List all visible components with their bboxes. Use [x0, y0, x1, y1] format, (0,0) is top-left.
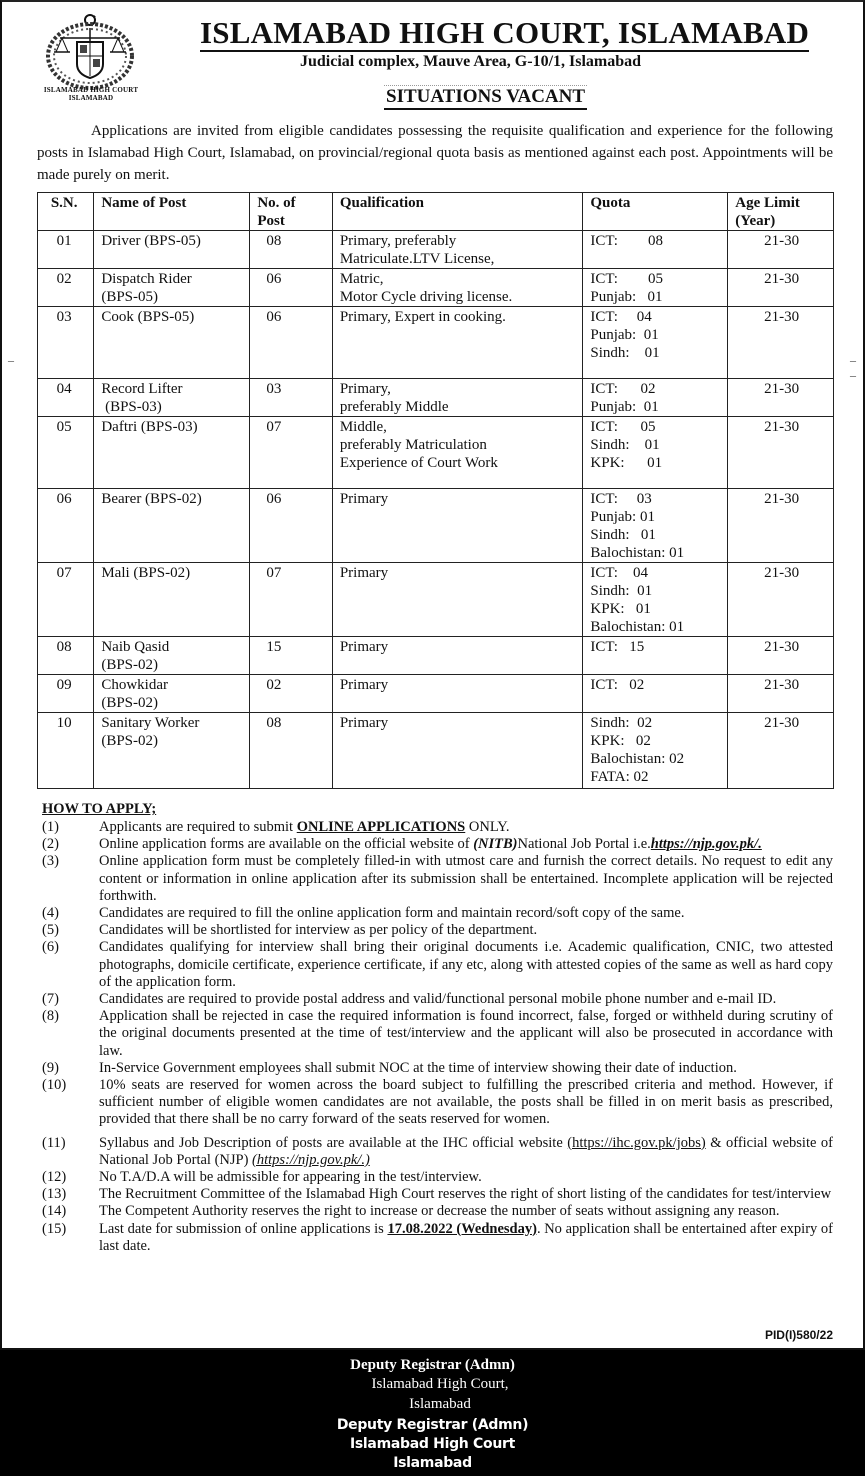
list-item: (5) Candidates will be shortlisted for interview as per policy of the department. — [42, 922, 538, 939]
list-item: (4) Candidates are required to fill the online application form and maintain record/soft copy of the same. — [42, 905, 685, 922]
list-item: (8) Application shall be rejected in case the required information is found incorrect, false, forged or withheld during scrutiny of the original documents presented at the time of test/interview and the applicant will also be prosecuted in accordance with law. — [42, 1008, 833, 1059]
cell-sn: 04 — [38, 379, 94, 417]
cell-quota: ICT: 03 Punjab: 01 Sindh: 01 Balochistan: 01 — [583, 489, 728, 563]
signatory-org-repeat: Islamabad High Court — [349, 1436, 516, 1452]
column-header-sn: S.N. — [38, 193, 94, 231]
column-header-qualification: Qualification — [332, 193, 583, 231]
list-item: (11) Syllabus and Job Description of posts are available at the IHC official website (https://ihc.gov.pk/jobs) & official website of National Job Portal (NJP) (https://njp.gov.pk/.) — [42, 1134, 833, 1168]
cell-age-limit: 21-30 — [728, 563, 834, 637]
cell-post-name: Dispatch Rider (BPS-05) — [94, 269, 250, 307]
page-title: ISLAMABAD HIGH COURT, ISLAMABAD — [200, 15, 810, 50]
list-item: (15) Last date for submission of online applications is 17.08.2022 (Wednesday). No application shall be entertained after expiry of last date. — [42, 1220, 833, 1254]
table-row — [38, 307, 834, 379]
list-item: (3) Online application form must be completely filled-in with utmost care and furnish the correct details. No request to edit any content or information in online application after its submission shall be entertained. Incomplete application will be rejected forthwith. — [42, 853, 833, 904]
njp-link[interactable]: (https://njp.gov.pk/.) — [252, 1151, 370, 1168]
list-item: (13) The Recruitment Committee of the Islamabad High Court reserves the right of short listing of the candidates for test/interview — [42, 1186, 832, 1203]
cell-quota: ICT: 02 Punjab: 01 — [583, 379, 728, 417]
cell-qualification: Primary — [332, 563, 583, 637]
cell-sn: 01 — [38, 231, 94, 269]
column-header-age-limit: Age Limit (Year) — [728, 193, 834, 231]
cell-sn: 05 — [38, 417, 94, 489]
cell-sn: 10 — [38, 713, 94, 789]
table-row — [38, 417, 834, 489]
list-item: (14) The Competent Authority reserves the right to increase or decrease the number of seats without assigning any reason. — [42, 1203, 780, 1220]
signatory-city: Islamabad — [409, 1396, 471, 1412]
cell-age-limit: 21-30 — [728, 713, 834, 789]
cell-qualification: Matric, Motor Cycle driving license. — [332, 269, 583, 307]
cell-sn: 09 — [38, 675, 94, 713]
cell-post-name: Daftri (BPS-03) — [94, 417, 250, 489]
pid-number: PID(I)580/22 — [764, 1328, 833, 1342]
list-item: (9) In-Service Government employees shall submit NOC at the time of interview showing their date of induction. — [42, 1059, 737, 1076]
cell-quota: ICT: 05 Sindh: 01 KPK: 01 — [583, 417, 728, 489]
court-address: Judicial complex, Mauve Area, G-10/1, Islamabad — [300, 53, 642, 70]
cell-qualification: Primary — [332, 713, 583, 789]
cell-post-name: Bearer (BPS-02) — [94, 489, 250, 563]
cell-sn: 07 — [38, 563, 94, 637]
cell-age-limit: 21-30 — [728, 379, 834, 417]
cell-no-of-post: 02 — [250, 675, 333, 713]
cell-no-of-post: 07 — [250, 563, 333, 637]
cell-qualification: Middle, preferably Matriculation Experience of Court Work — [332, 417, 583, 489]
cell-quota: ICT: 05 Punjab: 01 — [583, 269, 728, 307]
signatory-org: Islamabad High Court, — [371, 1376, 509, 1392]
scan-artifact: – — [8, 353, 14, 367]
list-item: (10) 10% seats are reserved for women across the board subject to fulfilling the prescribed criteria and method. However, if sufficient number of eligible women candidates are not available, the posts shall be filled in on merit basis as prescribed, provided that there shall be no carry forward of the seats reserved for women. — [42, 1077, 833, 1128]
cell-no-of-post: 06 — [250, 489, 333, 563]
instructions-list — [42, 819, 833, 1255]
njp-link[interactable]: https://njp.gov.pk/. — [650, 836, 762, 853]
cell-quota: ICT: 02 — [583, 675, 728, 713]
cell-qualification: Primary, preferably Matriculate.LTV License, — [332, 231, 583, 269]
cell-age-limit: 21-30 — [728, 307, 834, 379]
cell-post-name: Naib Qasid (BPS-02) — [94, 637, 250, 675]
cell-sn: 08 — [38, 637, 94, 675]
cell-age-limit: 21-30 — [728, 231, 834, 269]
ihc-jobs-link[interactable]: (https://ihc.gov.pk/jobs) — [567, 1134, 706, 1151]
cell-post-name: Record Lifter (BPS-03) — [94, 379, 250, 417]
table-row — [38, 637, 834, 675]
table-row — [38, 563, 834, 637]
list-item: (2) Online application forms are available on the official website of (NITB)National Job Portal i.e.https://njp.gov.pk/. — [42, 836, 762, 853]
cell-post-name: Sanitary Worker (BPS-02) — [94, 713, 250, 789]
column-header-name: Name of Post — [94, 193, 250, 231]
table-row — [38, 379, 834, 417]
list-item: (12) No T.A/D.A will be admissible for appearing in the test/interview. — [42, 1169, 482, 1186]
cell-no-of-post: 07 — [250, 417, 333, 489]
cell-qualification: Primary — [332, 637, 583, 675]
cell-sn: 06 — [38, 489, 94, 563]
cell-age-limit: 21-30 — [728, 417, 834, 489]
cell-quota: ICT: 15 — [583, 637, 728, 675]
table-header-row — [38, 193, 834, 231]
cell-no-of-post: 08 — [250, 713, 333, 789]
cell-post-name: Chowkidar (BPS-02) — [94, 675, 250, 713]
cell-qualification: Primary, preferably Middle — [332, 379, 583, 417]
column-header-quota: Quota — [583, 193, 728, 231]
list-item: (1) Applicants are required to submit ONLINE APPLICATIONS ONLY. — [42, 819, 510, 835]
vacancies-table — [37, 192, 834, 789]
cell-no-of-post: 06 — [250, 307, 333, 379]
cell-no-of-post: 03 — [250, 379, 333, 417]
cell-age-limit: 21-30 — [728, 637, 834, 675]
column-header-no-of-post: No. of Post — [250, 193, 333, 231]
cell-quota: ICT: 04 Punjab: 01 Sindh: 01 — [583, 307, 728, 379]
table-row — [38, 269, 834, 307]
signatory-title-repeat: Deputy Registrar (Admn) — [336, 1417, 529, 1433]
how-to-apply-heading: HOW TO APPLY; — [42, 801, 157, 817]
cell-post-name: Mali (BPS-02) — [94, 563, 250, 637]
cell-qualification: Primary — [332, 489, 583, 563]
signature-block — [0, 1350, 865, 1476]
cell-no-of-post: 08 — [250, 231, 333, 269]
cell-post-name: Driver (BPS-05) — [94, 231, 250, 269]
cell-qualification: Primary — [332, 675, 583, 713]
intro-paragraph: Applications are invited from eligible candidates possessing the requisite qualification and experience for the following posts in Islamabad High Court, Islamabad, on provincial/regional quota basis as mentioned against each post. Appointments will be made purely on merit. — [37, 123, 833, 183]
cell-qualification: Primary, Expert in cooking. — [332, 307, 583, 379]
cell-quota: Sindh: 02 KPK: 02 Balochistan: 02 FATA: 02 — [583, 713, 728, 789]
section-heading: SITUATIONS VACANT — [384, 85, 587, 110]
cell-age-limit: 21-30 — [728, 489, 834, 563]
cell-quota: ICT: 04 Sindh: 01 KPK: 01 Balochistan: 01 — [583, 563, 728, 637]
table-row — [38, 713, 834, 789]
cell-quota: ICT: 08 — [583, 231, 728, 269]
table-row — [38, 489, 834, 563]
cell-post-name: Cook (BPS-05) — [94, 307, 250, 379]
signatory-city-repeat: Islamabad — [393, 1455, 472, 1471]
last-date: 17.08.2022 (Wednesday) — [387, 1220, 537, 1237]
list-item: (6) Candidates qualifying for interview shall bring their original documents i.e. Academic qualification, CNIC, two attested photographs, domicile certificate, experience certificate, if any etc, along with attested copies of the same as well as hard copy of the application form. — [42, 939, 833, 990]
cell-age-limit: 21-30 — [728, 675, 834, 713]
signatory-title: Deputy Registrar (Admn) — [350, 1357, 515, 1373]
cell-no-of-post: 06 — [250, 269, 333, 307]
cell-sn: 03 — [38, 307, 94, 379]
table-row — [38, 231, 834, 269]
list-item: (7) Candidates are required to provide postal address and valid/functional personal mobile phone number and e-mail ID. — [42, 991, 777, 1008]
cell-sn: 02 — [38, 269, 94, 307]
scan-artifact: – – — [850, 353, 856, 382]
table-row — [38, 675, 834, 713]
emblem-caption: ISLAMABAD HIGH COURT ISLAMABAD — [43, 86, 139, 102]
cell-age-limit: 21-30 — [728, 269, 834, 307]
cell-no-of-post: 15 — [250, 637, 333, 675]
